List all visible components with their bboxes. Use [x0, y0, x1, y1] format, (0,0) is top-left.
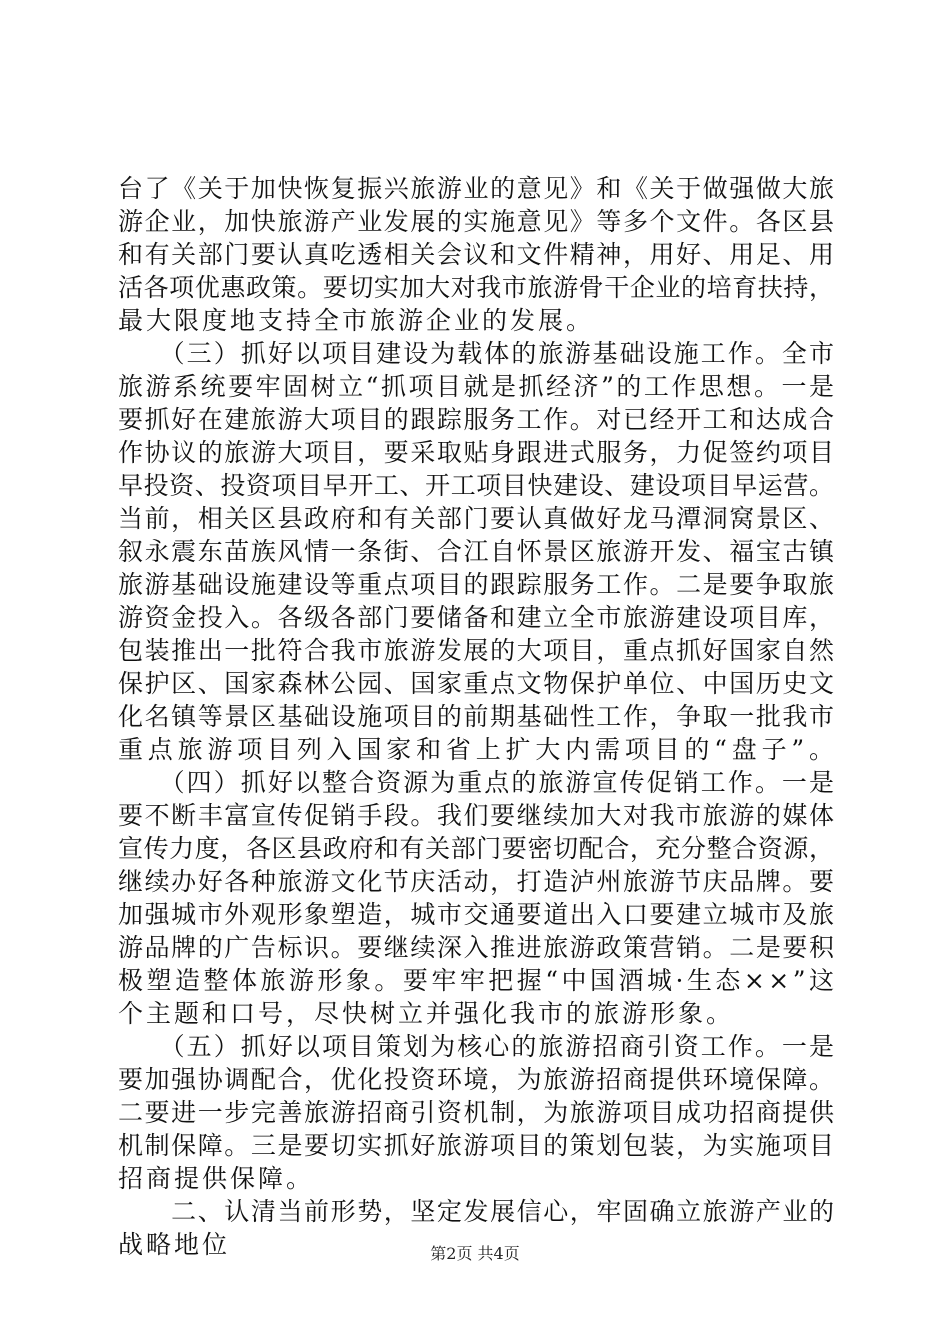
text-line: 继续办好各种旅游文化节庆活动，打造泸州旅游节庆品牌。要: [118, 867, 836, 896]
text-line: 当前，相关区县政府和有关部门要认真做好龙马潭洞窝景区、: [118, 504, 836, 533]
text-line: 化名镇等景区基础设施项目的前期基础性工作，争取一批我市: [118, 702, 836, 731]
text-line: 台了《关于加快恢复振兴旅游业的意见》和《关于做强做大旅: [118, 174, 836, 203]
text-line: 要加强协调配合，优化投资环境，为旅游招商提供环境保障。: [118, 1065, 836, 1094]
text-line: 要不断丰富宣传促销手段。我们要继续加大对我市旅游的媒体: [118, 801, 836, 830]
page-footer: 第2页 共4页: [430, 1244, 520, 1263]
text-line: 最大限度地支持全市旅游企业的发展。: [118, 306, 595, 335]
text-line: 要抓好在建旅游大项目的跟踪服务工作。对已经开工和达成合: [118, 405, 836, 434]
text-line: 叙永震东苗族风情一条街、合江自怀景区旅游开发、福宝古镇: [118, 537, 836, 566]
text-line: 游资金投入。各级各部门要储备和建立全市旅游建设项目库，: [118, 603, 836, 632]
text-line: （四）抓好以整合资源为重点的旅游宣传促销工作。一是: [118, 768, 837, 797]
text-line: 包装推出一批符合我市旅游发展的大项目，重点抓好国家自然: [118, 636, 836, 665]
text-line: 早投资、投资项目早开工、开工项目快建设、建设项目早运营。: [118, 471, 835, 500]
text-line: 旅游基础设施建设等重点项目的跟踪服务工作。二是要争取旅: [118, 570, 836, 599]
text-line: （三）抓好以项目建设为载体的旅游基础设施工作。全市: [118, 339, 837, 368]
text-line: 加强城市外观形象塑造，城市交通要道出入口要建立城市及旅: [118, 900, 836, 929]
text-line: 二、认清当前形势，坚定发展信心，牢固确立旅游产业的: [118, 1197, 836, 1226]
text-line: 招商提供保障。: [118, 1164, 315, 1193]
text-line: 游品牌的广告标识。要继续深入推进旅游政策营销。二是要积: [118, 933, 836, 962]
text-line: 活各项优惠政策。要切实加大对我市旅游骨干企业的培育扶持，: [118, 273, 835, 302]
text-line: 旅游系统要牢固树立“抓项目就是抓经济”的工作思想。一是: [118, 372, 837, 401]
text-line: 战略地位: [118, 1230, 231, 1259]
document-body: [118, 172, 839, 1261]
text-line: 保护区、国家森林公园、国家重点文物保护单位、中国历史文: [118, 669, 836, 698]
text-line: 极塑造整体旅游形象。要牢牢把握“中国酒城·生态××”这: [118, 966, 838, 995]
text-line: 机制保障。三是要切实抓好旅游项目的策划包装，为实施项目: [118, 1131, 836, 1160]
text-line: 个主题和口号，尽快树立并强化我市的旅游形象。: [118, 999, 735, 1028]
text-line: 作协议的旅游大项目，要采取贴身跟进式服务，力促签约项目: [118, 438, 836, 467]
text-line: 宣传力度，各区县政府和有关部门要密切配合，充分整合资源，: [118, 834, 835, 863]
text-line: 二要进一步完善旅游招商引资机制，为旅游项目成功招商提供: [118, 1098, 836, 1127]
text-line: 重点旅游项目列入国家和省上扩大内需项目的“盘子”。: [118, 735, 839, 764]
text-line: 游企业，加快旅游产业发展的实施意见》等多个文件。各区县: [118, 207, 836, 236]
text-line: （五）抓好以项目策划为核心的旅游招商引资工作。一是: [118, 1032, 837, 1061]
text-line: 和有关部门要认真吃透相关会议和文件精神，用好、用足、用: [118, 240, 836, 269]
